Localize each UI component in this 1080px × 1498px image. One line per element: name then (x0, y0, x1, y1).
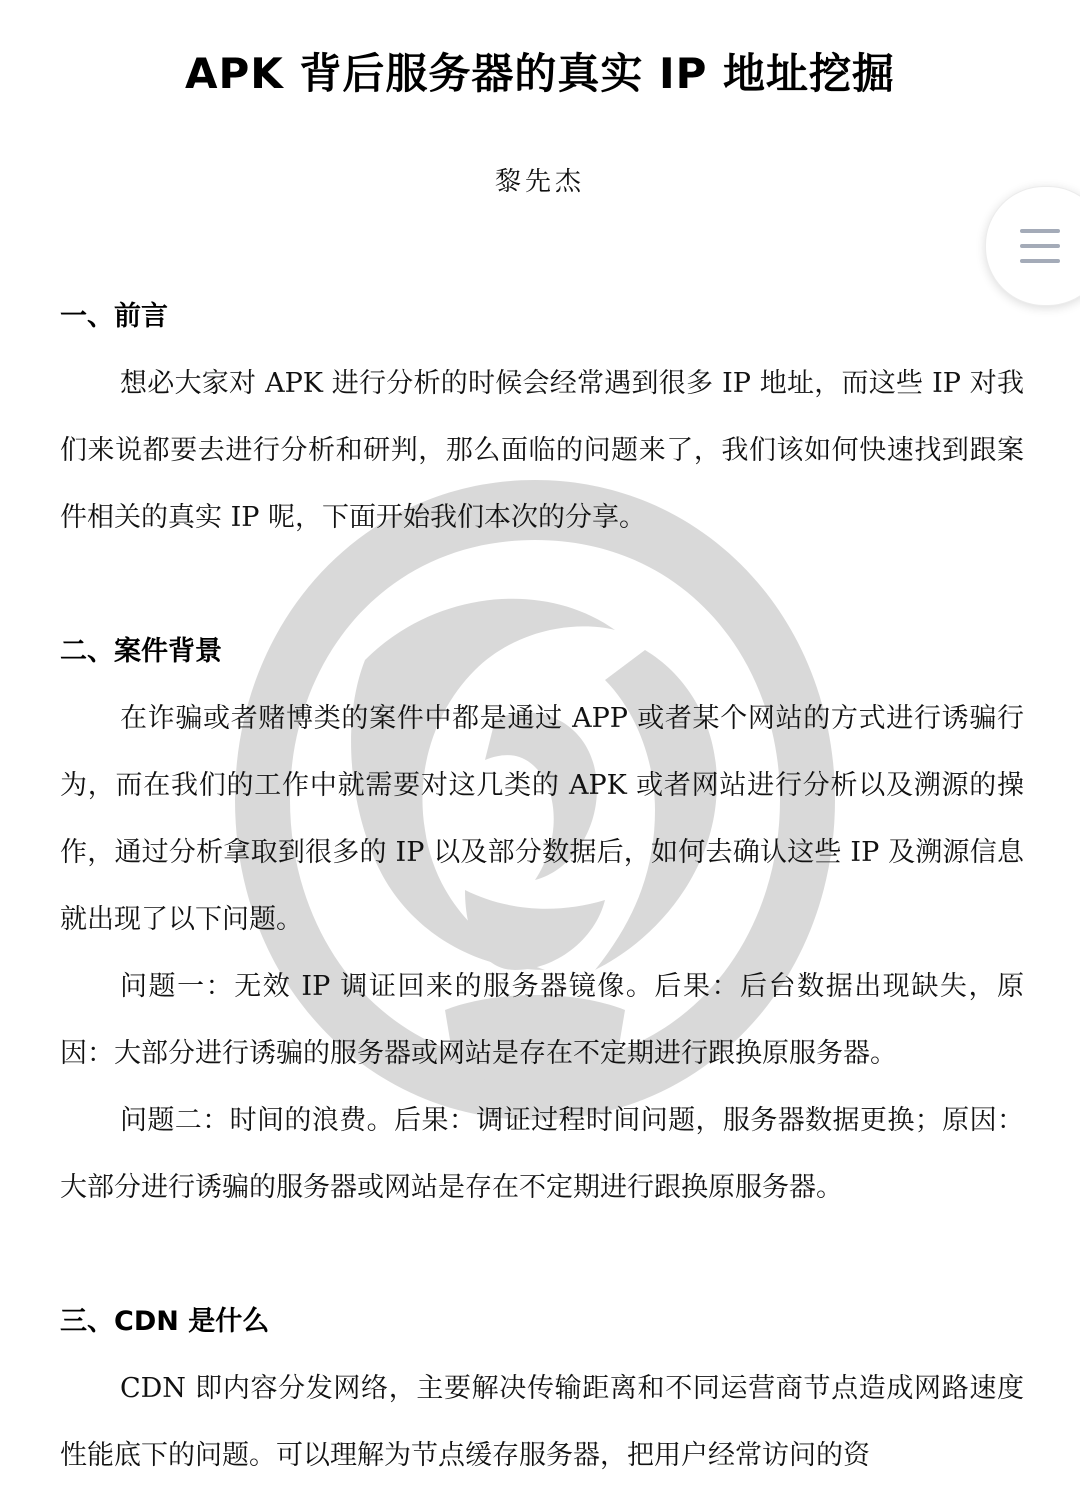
paragraph-what-is-cdn: CDN 即内容分发网络，主要解决传输距离和不同运营商节点造成网路速度性能底下的问题。可以理解为节点缓存服务器，把用户经常访问的资 (60, 1373, 1024, 1471)
section-heading-preface: 一、前言 (60, 301, 168, 332)
paragraph-case-background: 在诈骗或者赌博类的案件中都是通过 APP 或者某个网站的方式进行诱骗行为，而在我们的工作中就需要对这几类的 APK 或者网站进行分析以及溯源的操作，通过分析拿取到很多的 IP 以及部分数据后，如何去确认这些 IP 及溯源信息就出现了以下问题。 (60, 703, 1024, 935)
section-heading-what-is-cdn: 三、CDN 是什么 (60, 1306, 270, 1337)
paragraph-preface: 想必大家对 APK 进行分析的时候会经常遇到很多 IP 地址，而这些 IP 对我们来说都要去进行分析和研判，那么面临的问题来了，我们该如何快速找到跟案件相关的真实 IP 呢，下面开始我们本次的分享。 (60, 368, 1024, 533)
author-name: 黎先杰 (494, 167, 585, 197)
section-heading-case-background: 二、案件背景 (60, 636, 222, 667)
paragraph-problem-one: 问题一：无效 IP 调证回来的服务器镜像。后果：后台数据出现缺失，原因：大部分进行诱骗的服务器或网站是存在不定期进行跟换原服务器。 (60, 971, 1024, 1069)
paragraph-problem-two: 问题二：时间的浪费。后果：调证过程时间问题，服务器数据更换；原因：大部分进行诱骗的服务器或网站是存在不定期进行跟换原服务器。 (60, 1105, 1024, 1203)
document-title: APK 背后服务器的真实 IP 地址挖掘 (184, 49, 896, 98)
